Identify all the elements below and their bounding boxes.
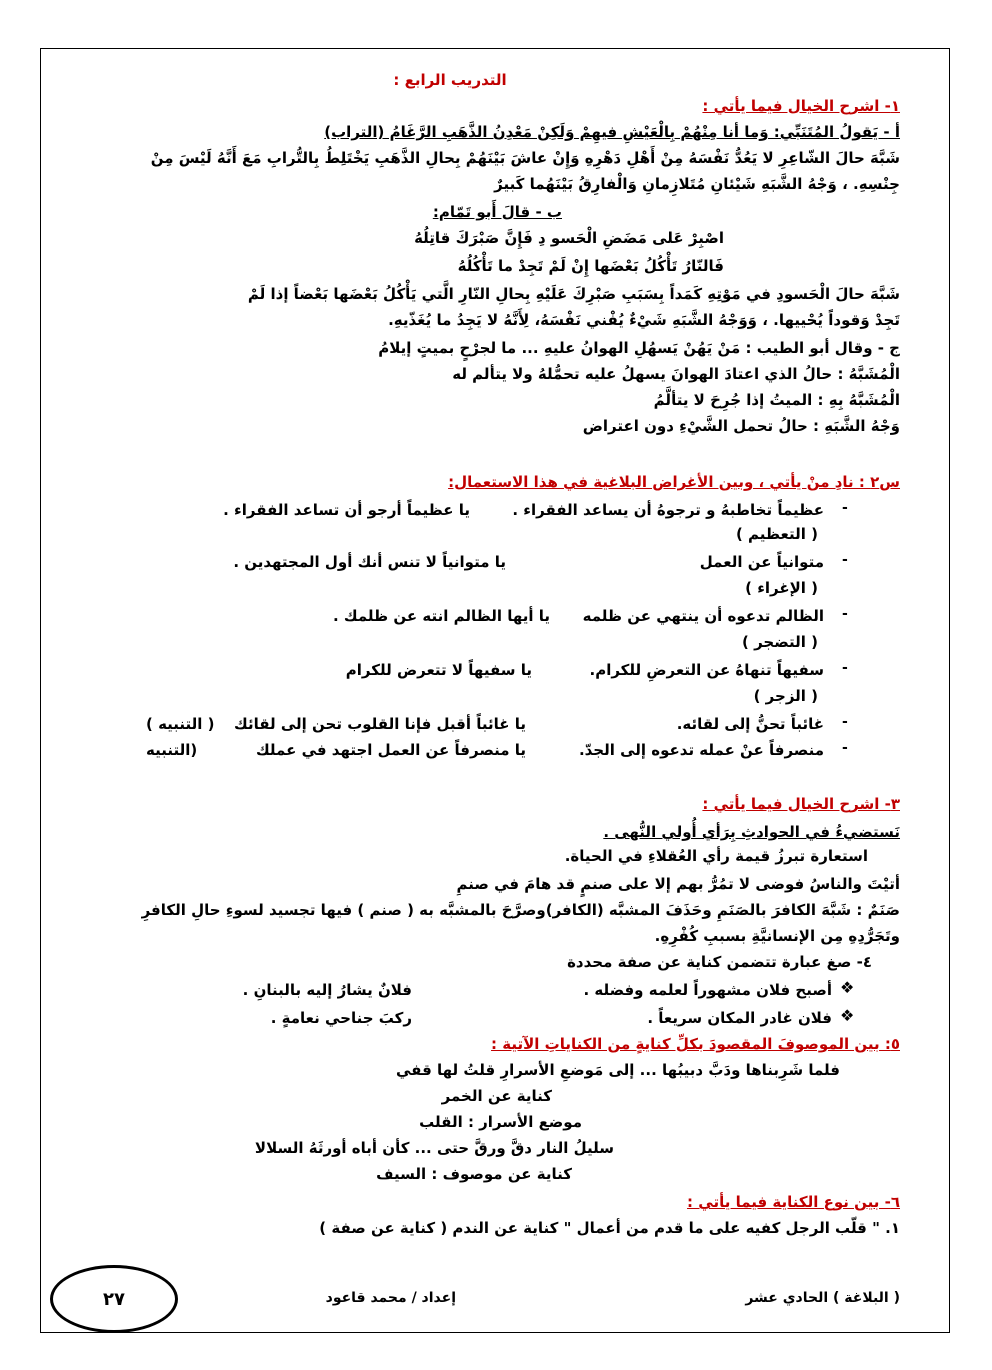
q3-line-3: أتيْتَ والناسُ فوضى لا تمُرُّ بهم إلا على صنمٍ قد هامَ في صنمِ: [456, 875, 900, 893]
q2-item-answer: يا غائباً أقبل فإنا القلوب تحن إلى لقائك: [233, 715, 526, 733]
diamond-bullet-icon: ❖: [840, 978, 855, 997]
q2-item-purpose: ( التعظيم ): [735, 525, 818, 543]
q1-heading: ١- اشرح الخيال فيما يأتي :: [702, 97, 900, 115]
q2-item-answer: يا سفيهاً لا تتعرض للكرام: [345, 661, 532, 679]
q2-item-purpose: ( التضجر ): [742, 633, 818, 651]
bullet-dash-icon: -: [842, 552, 848, 568]
q4-item-answer: فلانٌ يشارُ إليه بالبنانِ .: [242, 981, 412, 999]
bullet-dash-icon: -: [842, 606, 848, 622]
q3-line-4: صَنَمٌ : شَبَّهَ الكافرَ بالصَنَمِ وحَذَفَ المشبَّه (الكافر)وصرَّحَ بالمشبَّه به ( صنم ) فيها تجسيد لسوءِ حالِ الكافرِ: [141, 901, 900, 919]
q3-heading: ٣- اشرح الخيال فيما يأتي :: [702, 795, 900, 813]
bullet-dash-icon: -: [842, 740, 848, 756]
q2-item-answer: يا منصرفاً عن العمل اجتهد في عملك: [255, 741, 526, 759]
q2-item-text: الظالم تدعوه أن ينتهي عن ظلمه: [582, 607, 824, 625]
q6-line-1: ١. " قلّب الرجل كفيه على ما قدم من أعمال " كناية عن الندم ( كناية عن صفة ): [319, 1219, 900, 1237]
page-number: [50, 1265, 178, 1333]
q2-item-text: منصرفاً عنْ عمله تدعوه إلى الجدّ.: [578, 741, 824, 759]
q1-b-verse-1: اصْبِرْ عَلى مَضَضِ الْحَسو دِ فَإِنَّ صَبْرَكَ قاتِلُهُ: [414, 229, 724, 247]
q2-item-text: متوانياً عن العمل: [699, 553, 824, 571]
q1-c-mushabbah-bih: الْمُشَبَّهُ بِهِ : الميتُ إذا جُرِحَ لا يتألَّمُ: [653, 391, 900, 409]
q1-a-explanation-2: جِنْسِهِ. ، وَجْهُ الشَّبَهِ شَيْئانِ مُتَلازِمانِ وَالْفارِقُ بَيْنَهُما كَبيرٌ: [494, 175, 900, 193]
bullet-dash-icon: -: [842, 714, 848, 730]
q1-a-verse: أ - يَقولُ المُتَنَبِّي: وَما أنا مِنْهُمْ بِالْعَيْشِ فيهِمْ وَلَكِنْ مَعْدِنُ الذَّهَبِ الرَّغَامُ (التراب): [324, 123, 900, 141]
q5-heading: ٥: بين الموصوفَ المقصودَ بكلِّ كنايةٍ من الكناياتِ الآتية :: [491, 1035, 900, 1053]
q2-item-text: عظيماً تخاطبهُ و ترجوهُ أن يساعد الفقراء .: [512, 501, 824, 519]
q1-b-verse-2: فَالنّارُ تَأْكُلُ بَعْضَها إِنْ لَمْ تَجِدْ ما تَأْكُلُهُ: [457, 257, 724, 275]
q4-item-text: فلان غادر المكان سريعاً .: [647, 1009, 832, 1027]
q5-line-3: موضع الأسرار : القلب: [419, 1113, 582, 1131]
q3-line-5: وتَجَرُّدِهِ مِن الإنسانيَّةِ بسببِ كُفْرِهِ.: [654, 927, 900, 945]
q6-heading: ٦- بين نوع الكناية فيما يأتي :: [687, 1193, 900, 1211]
q1-c-wajh: وَجْهُ الشَّبَهِ : حالُ تحمل الشَّيْءِ دون اعتراض: [582, 417, 900, 435]
diamond-bullet-icon: ❖: [840, 1006, 855, 1025]
q2-item-answer: يا متوانياً لا تنس أنك أول المجتهدين .: [233, 553, 506, 571]
q2-item-text: سفيهاً تنهاهُ عن التعرضِ للكرام.: [589, 661, 824, 679]
q2-item-answer: يا عظيماً أرجو أن تساعد الفقراء .: [223, 501, 470, 519]
q3-line-1: نَستضيءُ في الحوادثِ بِرَأي أُولي النُّهى .: [603, 823, 900, 841]
page-number-value: ٢٧: [103, 1288, 125, 1310]
q2-item-purpose: ( الإغراء ): [745, 579, 818, 597]
q1-c-verse: ج - وقال أبو الطيب : مَنْ يَهُنْ يَسهُلِ الهوانُ عليهِ ... ما لجرْحٍ بميتٍ إيلامُ: [378, 339, 900, 357]
q5-line-2: كناية عن الخمر: [441, 1087, 552, 1105]
q4-heading: ٤- صغ عبارة تتضمن كناية عن صفة محددة: [567, 953, 872, 971]
q2-item-purpose: ( التنبيه ): [146, 715, 215, 733]
q5-line-4: سليلُ النار دقَّ ورقَّ حتى ... كأن أباه أورثَهُ السلالا: [254, 1139, 614, 1157]
footer-subject: ( البلاغة ) الحادي عشر: [745, 1290, 900, 1306]
q4-item-answer: ركبَ جناحي نعامةٍ .: [270, 1009, 412, 1027]
exercise-title: التدريب الرابع :: [393, 71, 507, 89]
q2-item-text: غائباً تحنُّ إلى لقائه.: [676, 715, 824, 733]
bullet-dash-icon: -: [842, 660, 848, 676]
footer-author: إعداد / محمد قاعود: [325, 1290, 456, 1306]
q2-item-purpose: ( الزجر ): [753, 687, 818, 705]
q2-item-answer: يا أيها الظالم انته عن ظلمك .: [332, 607, 550, 625]
q2-item-purpose: (التنبيه: [146, 741, 198, 759]
bullet-dash-icon: -: [842, 500, 848, 516]
q1-c-mushabbah: الْمُشَبَّهُ : حالُ الذي اعتادَ الهوانَ يسهلُ عليه تحمُّلهُ ولا يتألم له: [452, 365, 900, 383]
q1-b-title: ب - قالَ أَبو تَمّام:: [432, 203, 562, 221]
q4-item-text: أصبح فلان مشهوراً لعلمه وفضله .: [583, 981, 832, 999]
q1-a-explanation-1: شَبَّهَ حالَ الشّاعِرِ لا يَعُدُّ نَفْسَهُ مِنْ أَهْلِ دَهْرِهِ وَإِنْ عاشَ بَيْنَهُمْ بِحالِ الذَّهَبِ يَخْتَلِطُ بِالتُّرابِ مَعَ أَنَّهُ لَيْسَ مِنْ: [150, 149, 900, 167]
q1-b-explanation-1: شَبَّهَ حالَ الْحَسودِ في مَوْتِهِ كَمَداً بِسَبَبِ صَبْرِكَ عَلَيْهِ بِحالِ النّارِ الَّتي يَأْكُلُ بَعْضَها بَعْضاً إذا لَمْ: [247, 285, 900, 303]
q2-heading: س٢ : نادِ منْ يأتي ، وبين الأغراض البلاغية في هذا الاستعمال:: [448, 473, 900, 491]
q5-line-5: كناية عن موصوف : السيف: [376, 1165, 572, 1183]
q5-line-1: فلما شَرِبناها ودَبَّ دبيبُها ... إلى مَوضعِ الأسرارِ قلتُ لها قفي: [396, 1061, 840, 1079]
q1-b-explanation-2: تَجِدْ وَقوداً يُحْييها. ، وَوَجْهُ الشَّبَهِ شَيْءٌ يُفْني نَفْسَهُ، لِأَنَّهُ لا يَجِدُ ما يُغَذّيهِ.: [388, 311, 900, 329]
q3-line-2: استعارة تبرزُ قيمة رأي العُقلاءِ في الحياة.: [564, 847, 868, 865]
